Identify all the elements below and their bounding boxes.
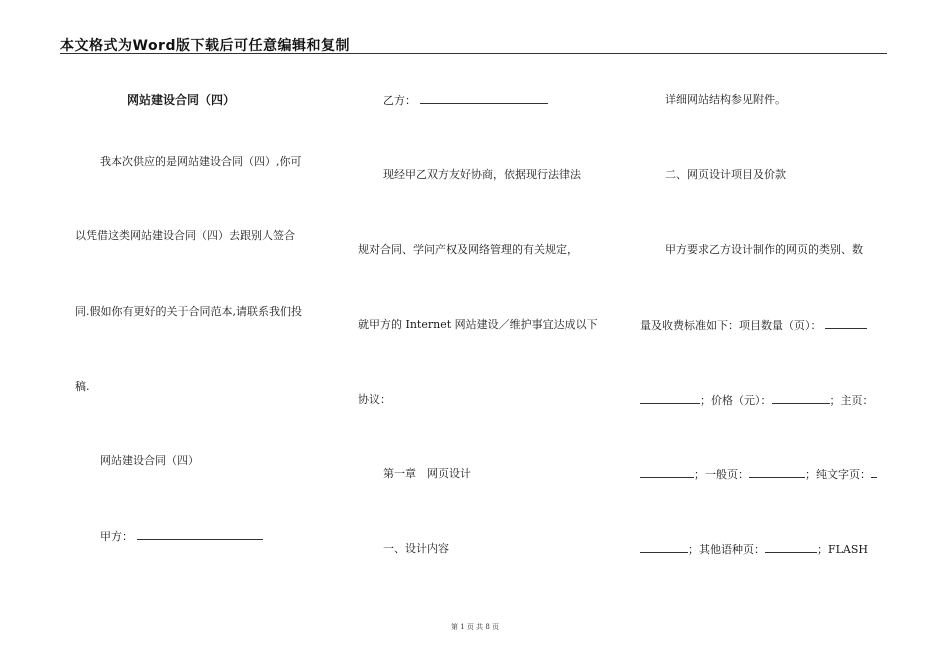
- body-line-1: 现经甲乙双方友好协商，依据现行法律法: [383, 168, 581, 181]
- flash-label: ；FLASH: [817, 543, 869, 556]
- intro-line-3: 同.假如你有更好的关于合同范本,请联系我们投: [75, 305, 302, 318]
- other-language-blank: [765, 542, 817, 553]
- party-a-line: [100, 529, 263, 544]
- party-a-blank: [137, 529, 263, 540]
- general-page-label: ；一般页：: [694, 468, 749, 481]
- page-header-title: 本文格式为Word版下载后可任意编辑和复制: [60, 38, 350, 54]
- pricing-line-2-text: 量及收费标准如下：项目数量（页）：: [640, 319, 822, 332]
- document-title: 网站建设合同（四）: [127, 93, 236, 107]
- page-number: 第 1 页 共 8 页: [450, 623, 500, 631]
- party-a-label: 甲方：: [100, 530, 133, 543]
- homepage-label: ；主页：: [829, 394, 874, 407]
- contract-subtitle: 网站建设合同（四）: [100, 454, 199, 467]
- body-line-3: 就甲方的 Internet 网站建设／维护事宜达成以下: [358, 318, 598, 331]
- structure-note: 详细网站结构参见附件。: [665, 93, 786, 106]
- pricing-line-5: [640, 542, 868, 557]
- section-heading-1: 一、设计内容: [383, 542, 449, 555]
- pricing-line-2: [640, 318, 867, 333]
- homepage-blank: [640, 467, 694, 478]
- general-page-blank: [749, 467, 805, 478]
- blank-1: [640, 393, 700, 404]
- price-blank: [772, 393, 830, 404]
- text-only-blank-cont: [640, 542, 688, 553]
- text-only-page-blank: [871, 467, 877, 478]
- party-b-label: 乙方：: [383, 94, 416, 107]
- pricing-line-1: 甲方要求乙方设计制作的网页的类别、数: [665, 243, 863, 256]
- intro-line-4: 稿.: [75, 380, 90, 393]
- party-b-blank: [420, 93, 548, 104]
- text-only-page-label: ；纯文字页：: [805, 468, 871, 481]
- intro-line-2: 以凭借这类网站建设合同（四）去跟别人签合: [75, 229, 295, 242]
- column-2: [358, 0, 618, 620]
- column-3: [640, 0, 890, 620]
- other-language-label: ；其他语种页：: [688, 543, 765, 556]
- intro-line-1: 我本次供应的是网站建设合同（四）,你可: [100, 155, 302, 168]
- quantity-blank: [825, 318, 867, 329]
- column-1: [75, 0, 325, 620]
- pricing-line-4: [640, 467, 877, 482]
- chapter-heading: 第一章 网页设计: [383, 467, 471, 480]
- section-heading-2: 二、网页设计项目及价款: [665, 168, 786, 181]
- party-b-line: [383, 93, 548, 108]
- price-label: ；价格（元）：: [700, 394, 772, 407]
- pricing-line-3: [640, 393, 874, 408]
- body-line-4: 协议：: [358, 393, 391, 406]
- body-line-2: 规对合同、学问产权及网络管理的有关规定，: [358, 243, 578, 256]
